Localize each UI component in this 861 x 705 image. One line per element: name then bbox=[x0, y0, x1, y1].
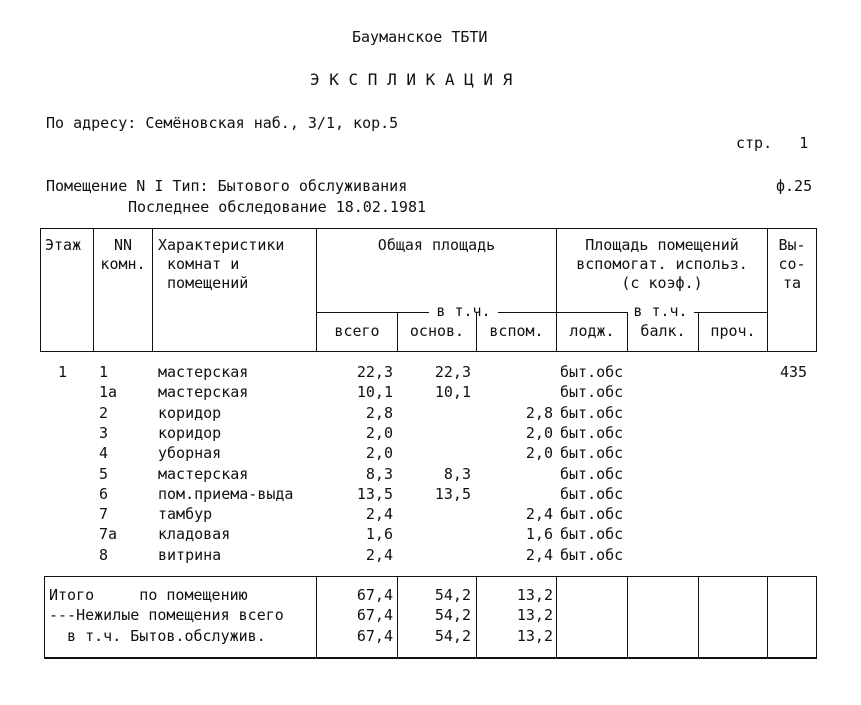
incl2-line-right bbox=[694, 312, 767, 313]
room-use: быт.обс bbox=[560, 464, 624, 483]
totals-aux: 13,2 bbox=[516, 586, 553, 604]
room-name: тамбур bbox=[158, 505, 213, 524]
room-number: 8 bbox=[99, 545, 109, 564]
area-total: 22,3 bbox=[356, 363, 393, 381]
premise-type: Помещение N I Тип: Бытового обслуживания bbox=[46, 177, 408, 195]
area-total: 2,4 bbox=[365, 505, 393, 524]
room-name: коридор bbox=[158, 403, 222, 422]
header-bottom-border bbox=[40, 351, 817, 352]
room-name: мастерская bbox=[158, 383, 249, 402]
room-name: уборная bbox=[158, 444, 222, 463]
room-number: 1 bbox=[99, 363, 109, 381]
totals-aux: 13,2 bbox=[516, 606, 553, 625]
col-incl2: в т.ч. bbox=[633, 302, 688, 320]
col-total-area: Общая площадь bbox=[377, 236, 496, 254]
room-name: мастерская bbox=[158, 363, 249, 381]
room-use: быт.обс bbox=[560, 545, 624, 564]
header-top-border bbox=[40, 228, 817, 229]
area-aux: 2,4 bbox=[525, 545, 553, 564]
col-other: проч. bbox=[710, 322, 756, 340]
room-use: быт.обс bbox=[560, 484, 624, 503]
totals-main: 54,2 bbox=[434, 586, 471, 604]
col-loggia: лодж. bbox=[569, 322, 615, 340]
totals-divider-5 bbox=[627, 576, 628, 658]
document-title: Э К С П Л И К А Ц И Я bbox=[310, 70, 513, 89]
room-name: мастерская bbox=[158, 464, 249, 483]
area-total: 1,6 bbox=[365, 525, 393, 544]
area-total: 8,3 bbox=[365, 464, 393, 483]
room-name: пом.приема-выда bbox=[158, 484, 294, 503]
last-survey: Последнее обследование 18.02.1981 bbox=[128, 198, 427, 216]
room-use: быт.обс bbox=[560, 423, 624, 442]
area-total: 10,1 bbox=[356, 383, 393, 402]
room-name: витрина bbox=[158, 545, 222, 564]
totals-main: 54,2 bbox=[434, 606, 471, 625]
col-balcony: балк. bbox=[640, 322, 686, 340]
room-use: быт.обс bbox=[560, 363, 624, 381]
room-use: быт.обс bbox=[560, 505, 624, 524]
room-use: быт.обс bbox=[560, 383, 624, 402]
room-number: 3 bbox=[99, 423, 109, 442]
header-left-border bbox=[40, 228, 41, 352]
totals-aux: 13,2 bbox=[516, 626, 553, 645]
address: По адресу: Семёновская наб., 3/1, кор.5 bbox=[46, 114, 399, 132]
area-total: 13,5 bbox=[356, 484, 393, 503]
area-total: 2,0 bbox=[365, 444, 393, 463]
totals-bottom-border bbox=[44, 657, 817, 659]
col-floor: Этаж bbox=[45, 236, 82, 254]
header-divider-2 bbox=[152, 228, 153, 352]
area-main: 8,3 bbox=[443, 464, 471, 483]
room-number: 6 bbox=[99, 484, 109, 503]
incl-line-right bbox=[498, 312, 556, 313]
totals-total: 67,4 bbox=[356, 606, 393, 625]
room-number: 5 bbox=[99, 464, 109, 483]
col-total: всего bbox=[334, 322, 380, 340]
area-aux: 2,0 bbox=[525, 444, 553, 463]
form-number: ф.25 bbox=[776, 177, 813, 195]
org-name: Бауманское ТБТИ bbox=[352, 28, 488, 46]
room-use: быт.обс bbox=[560, 444, 624, 463]
room-number: 4 bbox=[99, 444, 109, 463]
col-characteristics: Характеристики комнат и помещений bbox=[158, 236, 285, 292]
totals-total: 67,4 bbox=[356, 626, 393, 645]
area-total: 2,8 bbox=[365, 403, 393, 422]
totals-label: Итого по помещению bbox=[49, 586, 248, 604]
col-incl: в т.ч. bbox=[436, 302, 491, 320]
header-right-border bbox=[816, 228, 817, 352]
col-room-no: NN комн. bbox=[100, 236, 146, 273]
col-height: Вы- со- та bbox=[778, 236, 806, 292]
totals-top-border bbox=[44, 576, 817, 577]
totals-divider-4 bbox=[556, 576, 557, 658]
incl-line-left bbox=[317, 312, 429, 313]
col-aux: вспом. bbox=[489, 322, 544, 340]
totals-divider-6 bbox=[698, 576, 699, 658]
room-number: 2 bbox=[99, 403, 109, 422]
area-main: 22,3 bbox=[434, 363, 471, 381]
page-number: стр. 1 bbox=[736, 134, 809, 152]
room-name: кладовая bbox=[158, 525, 231, 544]
room-number: 7а bbox=[99, 525, 118, 544]
totals-left-border bbox=[44, 576, 45, 658]
area-total: 2,4 bbox=[365, 545, 393, 564]
totals-label: в т.ч. Бытов.обслужив. bbox=[49, 626, 266, 645]
room-number: 7 bbox=[99, 505, 109, 524]
area-aux: 2,4 bbox=[525, 505, 553, 524]
area-main: 10,1 bbox=[434, 383, 471, 402]
area-total: 2,0 bbox=[365, 423, 393, 442]
area-aux: 1,6 bbox=[525, 525, 553, 544]
totals-total: 67,4 bbox=[356, 586, 393, 604]
totals-right-border bbox=[816, 576, 817, 658]
floor-value: 1 bbox=[58, 363, 68, 381]
height-value: 435 bbox=[780, 363, 808, 381]
room-use: быт.обс bbox=[560, 403, 624, 422]
incl2-line-left bbox=[557, 312, 627, 313]
area-aux: 2,0 bbox=[525, 423, 553, 442]
area-main: 13,5 bbox=[434, 484, 471, 503]
room-name: коридор bbox=[158, 423, 222, 442]
area-aux: 2,8 bbox=[525, 403, 553, 422]
totals-main: 54,2 bbox=[434, 626, 471, 645]
col-aux-area: Площадь помещений вспомогат. использ. (с коэф.) bbox=[576, 236, 748, 292]
totals-divider-7 bbox=[767, 576, 768, 658]
totals-label: ---Нежилые помещения всего bbox=[49, 606, 284, 625]
col-main: основ. bbox=[409, 322, 465, 340]
room-use: быт.обс bbox=[560, 525, 624, 544]
room-number: 1а bbox=[99, 383, 118, 402]
